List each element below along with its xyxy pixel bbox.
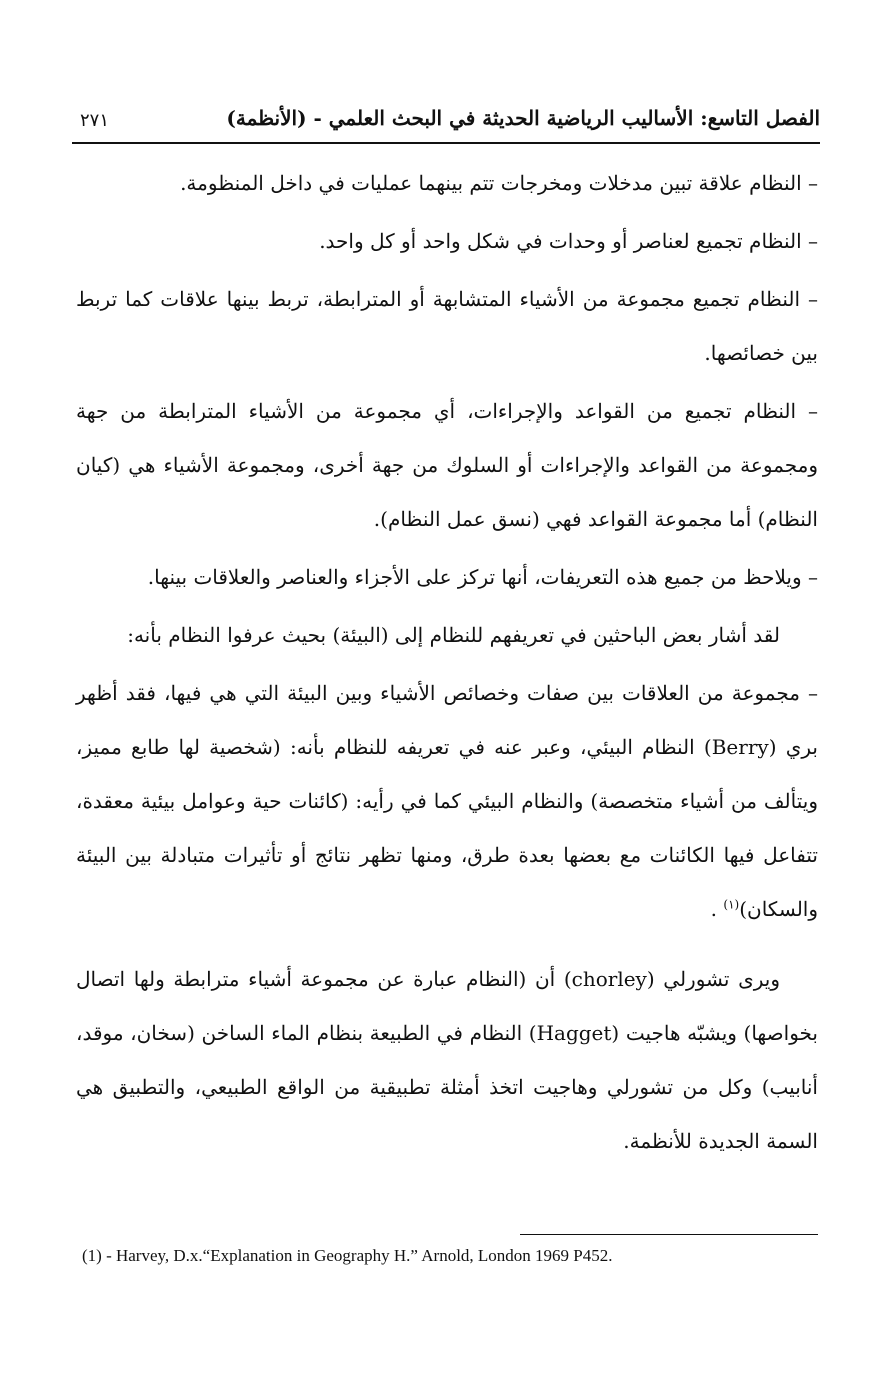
sentence-end: .: [710, 897, 718, 921]
header-divider: [72, 142, 820, 144]
chorley-paragraph: ويرى تشورلي (chorley) أن (النظام عبارة عن مجموعة أشياء مترابطة ولها اتصال بخواصها) ويشبّه هاجيت (Hagget) النظام في الطبيعة بنظام الماء الساخن (سخان، موقد، أنابيب) وكل من تشورلي وهاجيت اتخذ أمثلة تطبيقية من الواقع الطبيعي، والتطبيق هي السمة الجديدة للأنظمة.: [76, 967, 819, 1153]
chapter-title: الفصل التاسع: الأساليب الرياضية الحديثة في البحث العلمي - (الأنظمة): [226, 106, 820, 130]
observation-paragraph: – ويلاحظ من جميع هذه التعريفات، أنها تركز على الأجزاء والعناصر والعلاقات بينها.: [147, 565, 818, 589]
footnote: (1) - Harvey, D.x.“Explanation in Geography H.” Arnold, London 1969 P452.: [82, 1246, 613, 1265]
environment-intro-paragraph: لقد أشار بعض الباحثين في تعريفهم للنظام إلى (البيئة) بحيث عرفوا النظام بأنه:: [127, 623, 780, 647]
environment-definition-text: – مجموعة من العلاقات بين صفات وخصائص الأشياء وبين البيئة التي هي فيها، فقد أظهر بري (Berry) النظام البيئي، وعبر عنه في تعريفه للنظام بأنه: (شخصية لها طابع مميز، ويتألف من أشياء متخصصة) والنظام البيئي كما في رأيه: (كائنات حية وعوامل بيئية معقدة، تتفاعل فيها الكائنات مع بعضها بعدة طرق، ومنها تظهر نتائج أو تأثيرات متبادلة بين البيئة والسكان): [76, 681, 818, 921]
definition-paragraph: – النظام تجميع لعناصر أو وحدات في شكل واحد أو كل واحد.: [319, 229, 818, 253]
definition-paragraph: – النظام تجميع مجموعة من الأشياء المتشابهة أو المترابطة، تربط بينها علاقات كما تربط بين خصائصها.: [76, 287, 818, 365]
environment-definition-paragraph: [76, 666, 818, 936]
page-number: ٢٧١: [80, 110, 110, 131]
body-text: [76, 156, 818, 1168]
definition-paragraph: – النظام تجميع من القواعد والإجراءات، أي مجموعة من الأشياء المترابطة من جهة ومجموعة من القواعد والإجراءات أو السلوك من جهة أخرى، ومجموعة الأشياء هي (كيان النظام) أما مجموعة القواعد فهي (نسق عمل النظام).: [76, 399, 818, 531]
footnote-reference[interactable]: (١): [723, 897, 740, 912]
footnote-divider: [520, 1234, 818, 1235]
page-header: [72, 100, 820, 148]
definition-paragraph: – النظام علاقة تبين مدخلات ومخرجات تتم بينهما عمليات في داخل المنظومة.: [180, 171, 818, 195]
